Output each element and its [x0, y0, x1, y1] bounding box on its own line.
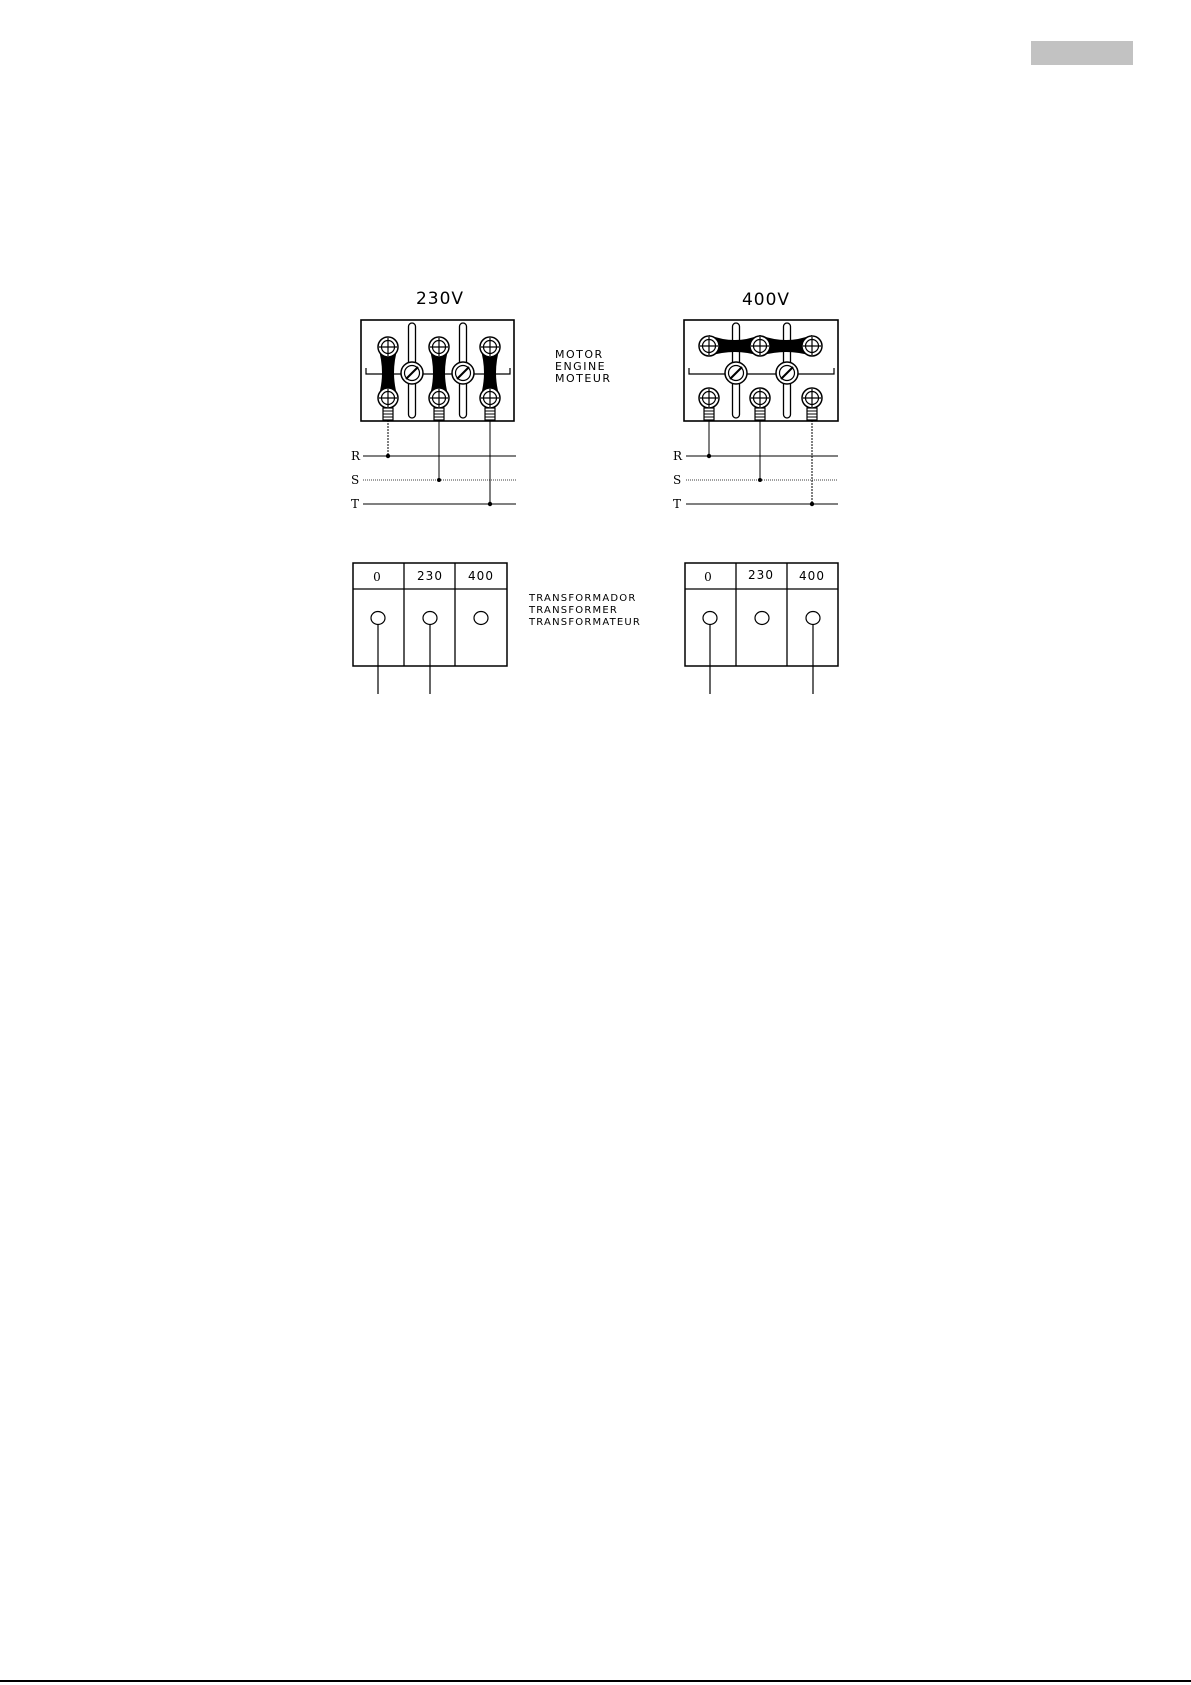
bottom-rule	[0, 1680, 1191, 1682]
svg-text:MOTOR: MOTOR	[555, 348, 604, 361]
svg-text:TRANSFORMATEUR: TRANSFORMATEUR	[529, 617, 642, 628]
transformer-label	[528, 593, 641, 628]
left-cell-230: 230	[417, 569, 443, 583]
svg-text:MOTEUR: MOTEUR	[555, 372, 612, 385]
svg-text:TRANSFORMER: TRANSFORMER	[529, 605, 618, 616]
right-cell-230: 230	[748, 568, 774, 582]
left-phase-S: S	[351, 473, 360, 487]
right-phase-T: T	[673, 497, 682, 511]
left-cell-0: 0	[373, 570, 381, 584]
svg-text:TRANSFORMADOR: TRANSFORMADOR	[529, 593, 637, 604]
right-motor-terminal-box	[684, 320, 838, 421]
svg-text:ENGINE: ENGINE	[555, 360, 607, 373]
left-phase-lines	[363, 420, 516, 506]
right-phase-lines	[686, 420, 838, 506]
left-phase-T: T	[351, 497, 360, 511]
right-cell-0: 0	[704, 570, 712, 584]
right-phase-S: S	[673, 473, 682, 487]
right-phase-R: R	[673, 449, 683, 463]
left-voltage-title	[416, 289, 464, 309]
motor-label	[555, 348, 612, 385]
left-cell-400: 400	[468, 569, 494, 583]
right-voltage-title	[742, 290, 790, 310]
left-motor-terminal-box	[361, 320, 514, 421]
right-cell-400: 400	[799, 569, 825, 583]
left-phase-R: R	[351, 449, 361, 463]
svg-text:400V: 400V	[741, 290, 791, 310]
svg-text:230V: 230V	[415, 289, 465, 309]
